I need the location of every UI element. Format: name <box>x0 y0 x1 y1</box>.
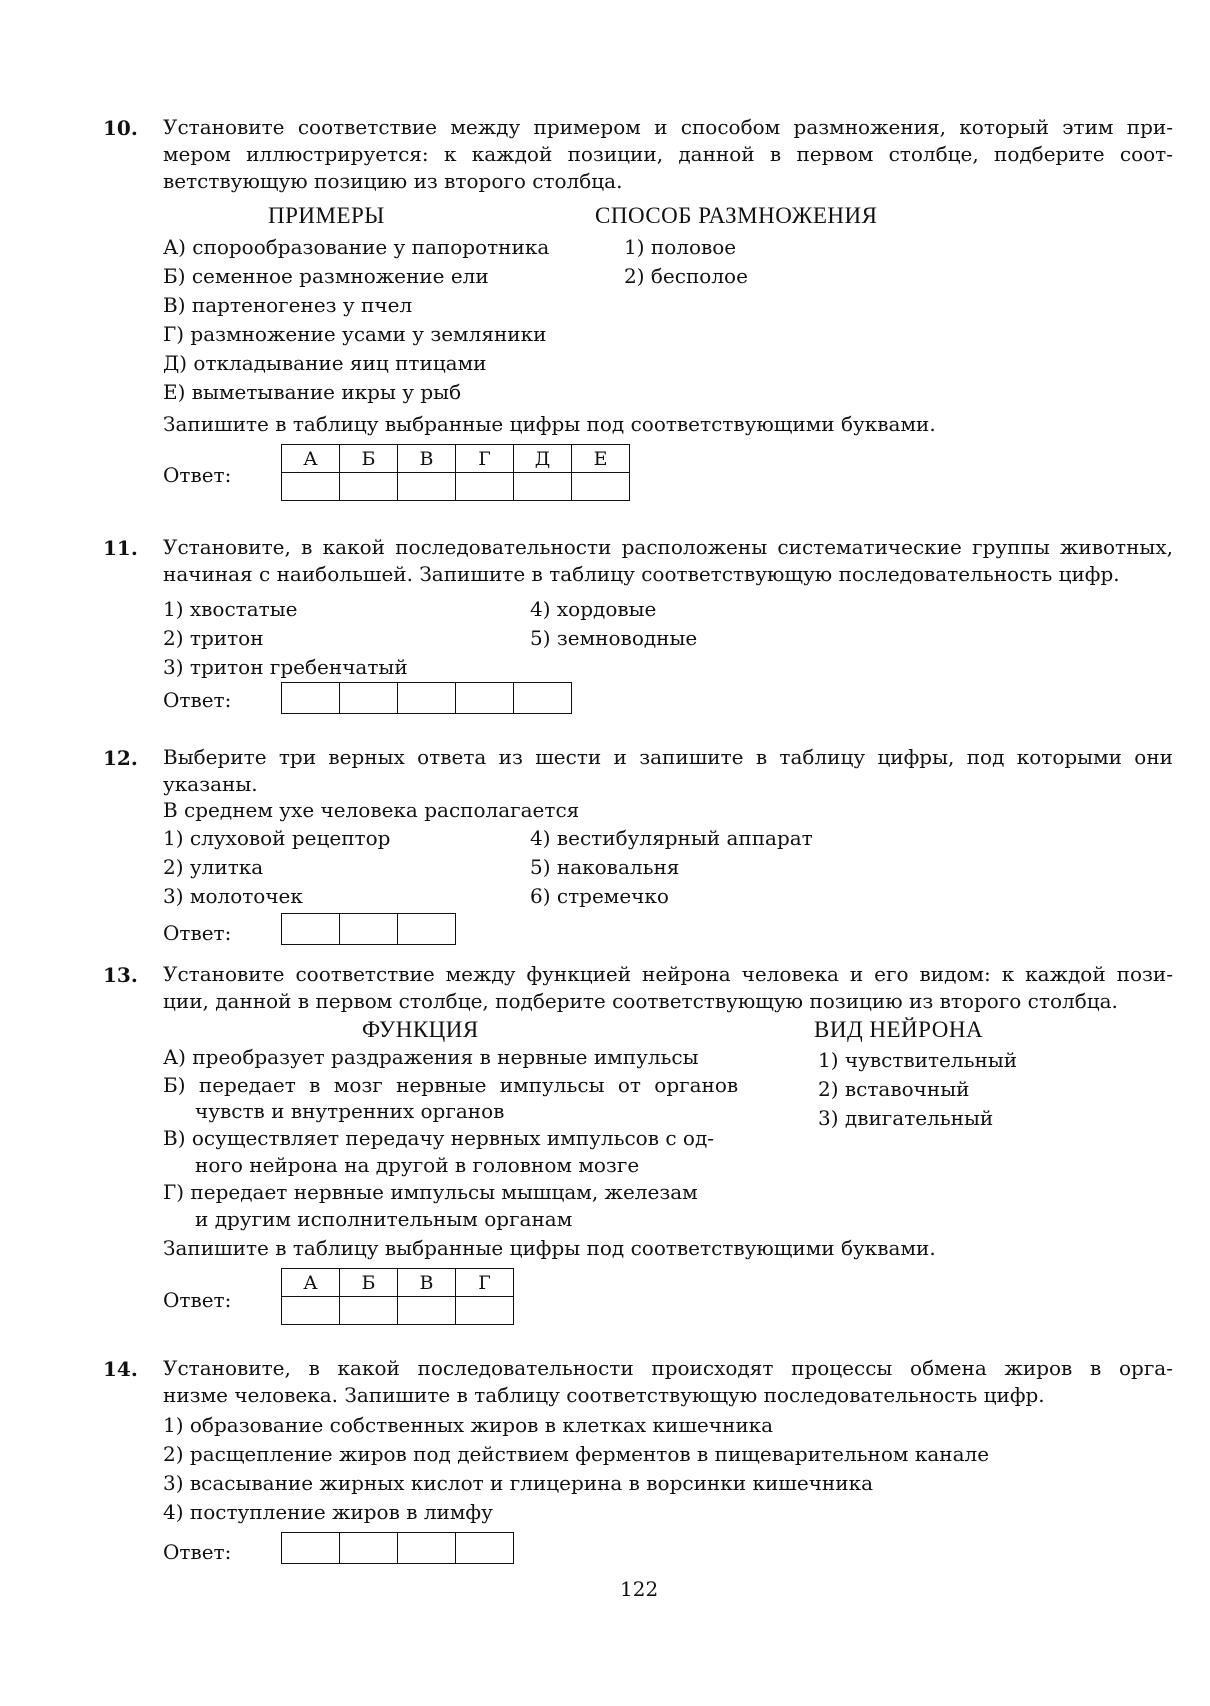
q11-answer-label: Ответ: <box>163 688 232 712</box>
q13-answer-table <box>281 1268 514 1325</box>
q11-option: 1) хвостатые <box>163 597 298 621</box>
question-14-line: низме человека. Запишите в таблицу соответствующую последовательность цифр. <box>163 1383 1045 1407</box>
answer-cell[interactable] <box>398 683 456 714</box>
q14-option: 4) поступление жиров в лимфу <box>163 1500 493 1524</box>
answer-cell[interactable] <box>398 1533 456 1564</box>
answer-table-header: Г <box>456 1269 514 1297</box>
answer-cell[interactable] <box>398 473 456 501</box>
q14-option: 2) расщепление жиров под действием ферментов в пищеварительном канале <box>163 1442 990 1466</box>
q12-option: 6) стремечко <box>530 884 669 908</box>
q10-instruction: Запишите в таблицу выбранные цифры под соответствующими буквами. <box>163 412 936 436</box>
q13-function-item-cont: чувств и внутренних органов <box>195 1099 505 1123</box>
q13-function-item-cont: ного нейрона на другой в головном мозге <box>195 1153 640 1177</box>
question-10-text <box>163 114 1173 195</box>
answer-table-header: Г <box>456 445 514 473</box>
answer-table-header: Д <box>514 445 572 473</box>
question-11-number: 11. <box>103 536 138 560</box>
answer-cell[interactable] <box>282 914 340 945</box>
answer-table-header: В <box>398 1269 456 1297</box>
q11-answer-boxes <box>281 682 572 714</box>
answer-table-header: Б <box>340 1269 398 1297</box>
q10-answer-table <box>281 444 630 501</box>
question-14-line: Установите, в какой последовательности происходят процессы обмена жиров в орга- <box>163 1356 1173 1380</box>
question-11-line: начиная с наибольшей. Запишите в таблицу соответствующую последовательность цифр. <box>163 562 1120 586</box>
question-11-text <box>163 534 1173 588</box>
q12-option: 3) молоточек <box>163 884 303 908</box>
page-number: 122 <box>620 1577 659 1601</box>
q14-answer-boxes <box>281 1532 514 1564</box>
q12-option: 5) наковальня <box>530 855 680 879</box>
q13-answer-label: Ответ: <box>163 1288 232 1312</box>
question-11-line: Установите, в какой последовательности расположены систематические группы животных, <box>163 535 1173 559</box>
answer-table-header: В <box>398 445 456 473</box>
answer-cell[interactable] <box>340 1297 398 1325</box>
answer-cell[interactable] <box>398 914 456 945</box>
question-10-line: Установите соответствие между примером и способом размножения, который этим при- <box>163 115 1173 139</box>
question-14-number: 14. <box>103 1357 138 1381</box>
q14-answer-label: Ответ: <box>163 1540 232 1564</box>
q13-col1-header: ФУНКЦИЯ <box>362 1017 479 1042</box>
answer-cell[interactable] <box>340 683 398 714</box>
q10-example-item: Б) семенное размножение ели <box>163 264 489 288</box>
answer-cell[interactable] <box>514 473 572 501</box>
answer-cell[interactable] <box>514 683 572 714</box>
q10-col1-header: ПРИМЕРЫ <box>268 203 385 228</box>
question-13-line: Установите соответствие между функцией нейрона человека и его видом: к каждой пози- <box>163 962 1173 986</box>
answer-cell[interactable] <box>456 683 514 714</box>
q13-function-item: Г) передает нервные импульсы мышцам, железам <box>163 1180 698 1204</box>
answer-cell[interactable] <box>398 1297 456 1325</box>
q12-option: 1) слуховой рецептор <box>163 826 391 850</box>
answer-table-header: А <box>282 1269 340 1297</box>
answer-cell[interactable] <box>282 1533 340 1564</box>
q12-option: 2) улитка <box>163 855 264 879</box>
question-12-line: указаны. <box>163 772 258 796</box>
answer-cell[interactable] <box>456 473 514 501</box>
answer-table-header: Е <box>572 445 630 473</box>
question-12-text <box>163 744 1173 798</box>
q10-example-item: А) спорообразование у папоротника <box>163 235 550 259</box>
answer-cell[interactable] <box>340 473 398 501</box>
question-10-line: ветствующую позицию из второго столбца. <box>163 169 623 193</box>
q12-option: 4) вестибулярный аппарат <box>530 826 813 850</box>
q14-option: 3) всасывание жирных кислот и глицерина в ворсинки кишечника <box>163 1471 874 1495</box>
answer-cell[interactable] <box>282 683 340 714</box>
q11-option: 4) хордовые <box>530 597 657 621</box>
answer-cell[interactable] <box>456 1533 514 1564</box>
question-10-line: мером иллюстрируется: к каждой позиции, данной в первом столбце, подберите соот- <box>163 142 1173 166</box>
q13-neuron-type: 2) вставочный <box>818 1077 970 1101</box>
q13-function-item: А) преобразует раздражения в нервные импульсы <box>163 1045 699 1069</box>
q11-option: 5) земноводные <box>530 626 698 650</box>
answer-cell[interactable] <box>282 473 340 501</box>
q10-example-item: Е) выметывание икры у рыб <box>163 380 462 404</box>
answer-cell[interactable] <box>456 1297 514 1325</box>
q10-col2-header: СПОСОБ РАЗМНОЖЕНИЯ <box>595 203 878 228</box>
q13-function-item: Б) передает в мозг нервные импульсы от органов <box>163 1073 739 1097</box>
q10-answer-label: Ответ: <box>163 463 232 487</box>
q12-answer-boxes <box>281 913 456 945</box>
answer-table-header: А <box>282 445 340 473</box>
question-13-text <box>163 961 1173 1015</box>
q10-example-item: В) партеногенез у пчел <box>163 293 413 317</box>
q13-function-item: В) осуществляет передачу нервных импульсов с од- <box>163 1126 715 1150</box>
answer-cell[interactable] <box>340 914 398 945</box>
question-12-line: Выберите три верных ответа из шести и запишите в таблицу цифры, под которыми они <box>163 745 1173 769</box>
q13-function-item-cont: и другим исполнительным органам <box>195 1207 573 1231</box>
q13-instruction: Запишите в таблицу выбранные цифры под соответствующими буквами. <box>163 1236 936 1260</box>
q10-example-item: Д) откладывание яиц птицами <box>163 351 487 375</box>
answer-cell[interactable] <box>340 1533 398 1564</box>
answer-cell[interactable] <box>282 1297 340 1325</box>
answer-table-header: Б <box>340 445 398 473</box>
q11-option: 3) тритон гребенчатый <box>163 655 408 679</box>
q10-method-item: 1) половое <box>624 235 737 259</box>
question-13-line: ции, данной в первом столбце, подберите соответствующую позицию из второго столбца. <box>163 989 1118 1013</box>
question-10-number: 10. <box>103 116 138 140</box>
q13-neuron-type: 1) чувствительный <box>818 1048 1018 1072</box>
q13-neuron-type: 3) двигательный <box>818 1106 994 1130</box>
q14-option: 1) образование собственных жиров в клетках кишечника <box>163 1413 774 1437</box>
q12-stem: В среднем ухе человека располагается <box>163 798 580 822</box>
q10-example-item: Г) размножение усами у земляники <box>163 322 547 346</box>
answer-cell[interactable] <box>572 473 630 501</box>
q11-option: 2) тритон <box>163 626 264 650</box>
question-13-number: 13. <box>103 963 138 987</box>
q13-col2-header: ВИД НЕЙРОНА <box>814 1017 984 1042</box>
q10-method-item: 2) бесполое <box>624 264 748 288</box>
question-12-number: 12. <box>103 746 138 770</box>
question-14-text <box>163 1355 1173 1409</box>
q12-answer-label: Ответ: <box>163 921 232 945</box>
